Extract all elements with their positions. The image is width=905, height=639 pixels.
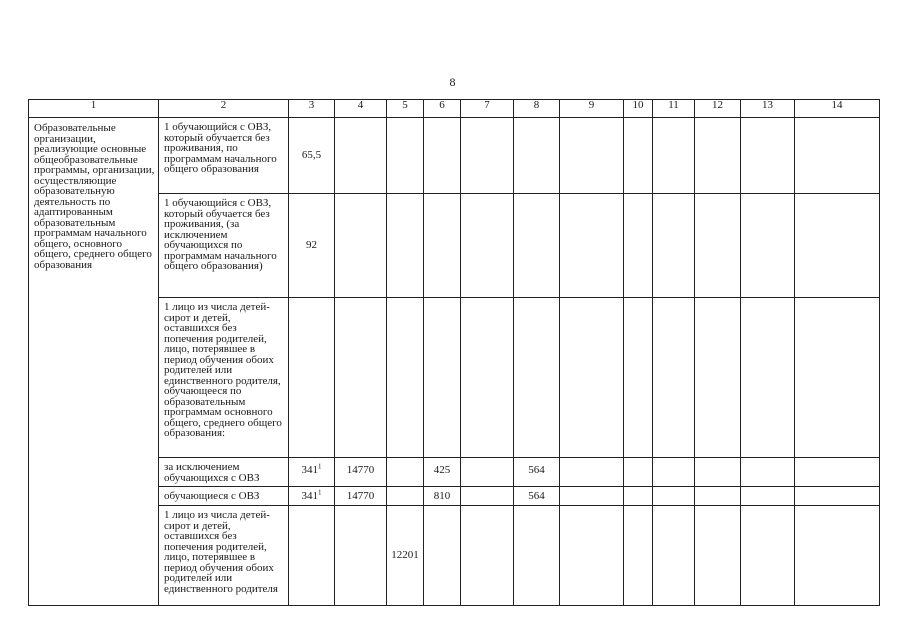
- value-cell: 810: [424, 487, 461, 506]
- header-cell: 8: [514, 100, 560, 118]
- header-cell: 6: [424, 100, 461, 118]
- table-row: [29, 118, 880, 194]
- header-cell: 11: [653, 100, 695, 118]
- value-cell: 65,5: [289, 118, 335, 194]
- header-cell: 12: [695, 100, 741, 118]
- row-description: 1 обучающийся с ОВЗ, который обучается без проживания, по программам начального общего образования: [159, 118, 289, 194]
- row-description: 1 лицо из числа детей-сирот и детей, оставшихся без попечения родителей, лицо, потерявшее в период обучения обоих родителей или единственного родителя: [159, 506, 289, 606]
- header-cell: 2: [159, 100, 289, 118]
- header-cell: 14: [795, 100, 880, 118]
- row-description: 1 лицо из числа детей-сирот и детей, оставшихся без попечения родителей, лицо, потерявшее в период обучения обоих родителей или единственного родителя, обучающееся по образовательным программам основного общего, среднего общего образования:: [159, 298, 289, 458]
- header-cell: 3: [289, 100, 335, 118]
- header-cell: 9: [560, 100, 624, 118]
- value-cell: 425: [424, 458, 461, 487]
- row-description: за исключением обучающихся с ОВЗ: [159, 458, 289, 487]
- value-cell: 564: [514, 487, 560, 506]
- value-text: 341: [301, 464, 318, 476]
- header-cell: 4: [335, 100, 387, 118]
- row-description: 1 обучающийся с ОВЗ, который обучается без проживания, (за исключением обучающихся по программам начального общего образования): [159, 194, 289, 298]
- value-cell: 14770: [335, 458, 387, 487]
- value-cell: 14770: [335, 487, 387, 506]
- value-cell: 564: [514, 458, 560, 487]
- footnote-mark: 1: [318, 462, 322, 471]
- row-description: обучающиеся с ОВЗ: [159, 487, 289, 506]
- page-number: 8: [449, 75, 456, 89]
- header-cell: 1: [29, 100, 159, 118]
- header-cell: 13: [741, 100, 795, 118]
- value-cell: [289, 487, 335, 506]
- header-cell: 10: [624, 100, 653, 118]
- value-cell: 92: [289, 194, 335, 298]
- header-row: [29, 100, 880, 118]
- value-cell: 12201: [387, 506, 424, 606]
- footnote-mark: 1: [318, 488, 322, 497]
- header-cell: 5: [387, 100, 424, 118]
- category-cell: Образовательные организации, реализующие основные общеобразовательные программы, организации, осуществляющие образовательную деятельность по адаптированным образовательным программам начального общего, основного общего, среднего общего образования: [29, 118, 159, 606]
- value-text: 341: [301, 490, 318, 502]
- value-cell: [289, 458, 335, 487]
- header-cell: 7: [461, 100, 514, 118]
- norms-table: [28, 99, 880, 606]
